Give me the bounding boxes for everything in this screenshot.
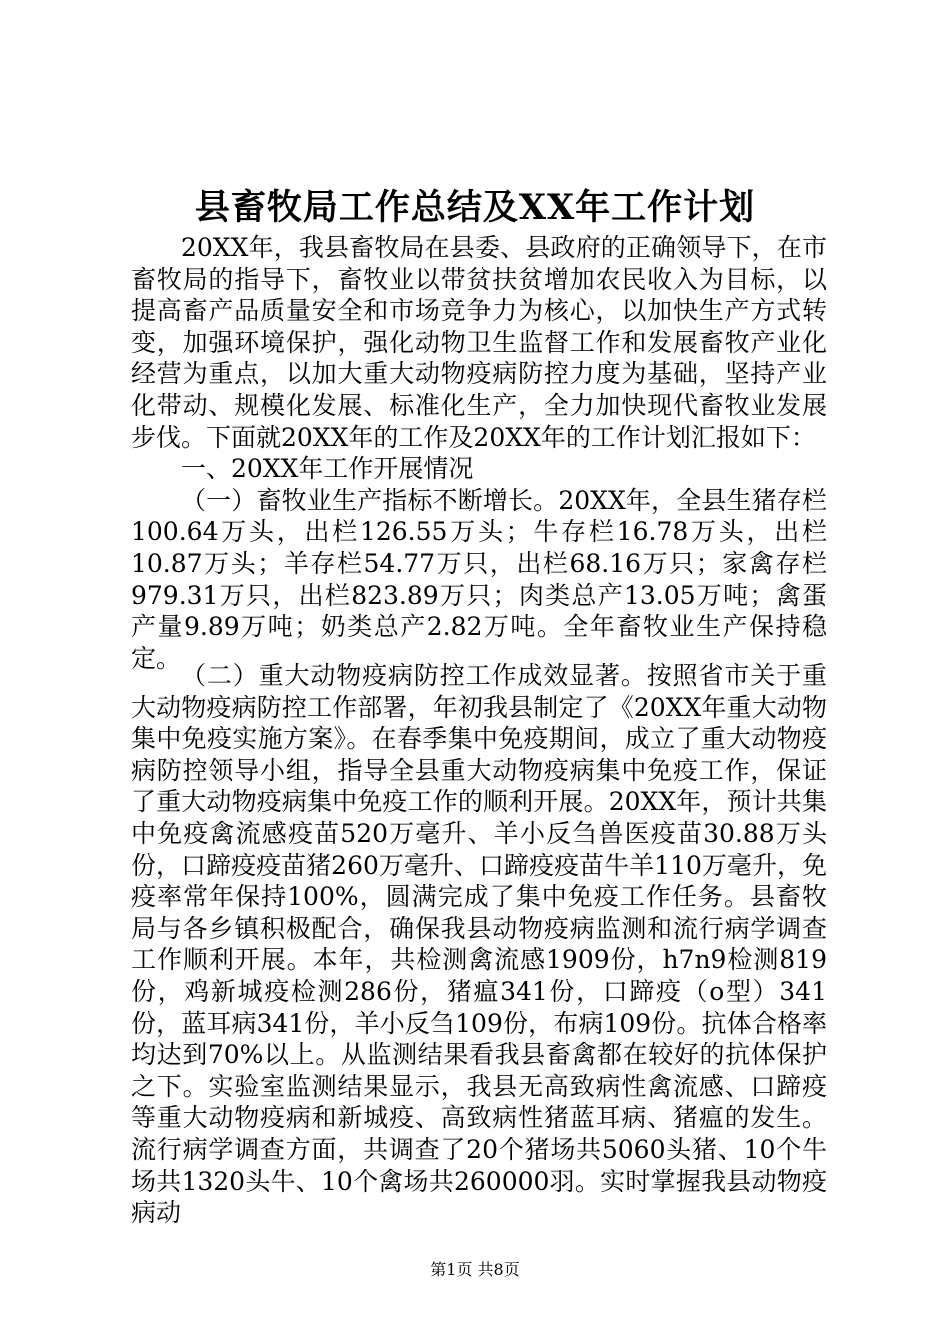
disease-control-paragraph: （二）重大动物疫病防控工作成效显著。按照省市关于重大动物疫病防控工作部署，年初我县制定了《20XX年重大动物集中免疫实施方案》。在春季集中免疫期间，成立了重大动物疫病防控领导小组，指导全县重大动物疫病集中免疫工作，保证了重大动物疫病集中免疫工作的顺利开展。20XX年，预计共集中免疫禽流感疫苗520万毫升、羊小反刍兽医疫苗30.88万头份，口蹄疫疫苗猪260万毫升、口蹄疫疫苗牛羊110万毫升，免疫率常年保持100%，圆满完成了集中免疫工作任务。县畜牧局与各乡镇积极配合，确保我县动物疫病监测和流行病学调查工作顺利开展。本年，共检测禽流感1909份，h7n9检测819份，鸡新城疫检测286份，猪瘟341份，口蹄疫（o型）341份，蓝耳病341份，羊小反刍109份，布病109份。抗体合格率均达到70%以上。从监测结果看我县畜禽都在较好的抗体保护之下。实验室监测结果显示，我县无高致病性禽流感、口蹄疫等重大动物疫病和新城疫、高致病性猪蓝耳病、猪瘟的发生。流行病学调查方面，共调查了20个猪场共5060头猪、10个牛场共1320头牛、10个禽场共260000羽。实时掌握我县动物疫病动 (131, 661, 827, 1228)
production-paragraph: （一）畜牧业生产指标不断增长。20XX年，全县生猪存栏100.64万头，出栏126.55万头；牛存栏16.78万头，出栏10.87万头；羊存栏54.77万只，出栏68.16万只；家禽存栏979.31万只，出栏823.89万只；肉类总产13.05万吨；禽蛋产量9.89万吨；奶类总产2.82万吨。全年畜牧业生产保持稳定。 (131, 485, 827, 673)
document-body-top (131, 232, 827, 674)
intro-paragraph: 20XX年，我县畜牧局在县委、县政府的正确领导下，在市畜牧局的指导下，畜牧业以带贫扶贫增加农民收入为目标，以提高畜产品质量安全和市场竞争力为核心，以加快生产方式转变，加强环境保护，强化动物卫生监督工作和发展畜牧产业化经营为重点，以加大重大动物疫病防控力度为基础，坚持产业化带动、规模化发展、标准化生产，全力加快现代畜牧业发展步伐。下面就20XX年的工作及20XX年的工作计划汇报如下： (131, 233, 827, 452)
page-number: 第1页 共8页 (430, 1260, 520, 1279)
document-title: 县畜牧局工作总结及XX年工作计划 (194, 187, 756, 228)
section-heading: 一、20XX年工作开展情况 (181, 454, 474, 484)
document-body-bottom (131, 660, 827, 1229)
